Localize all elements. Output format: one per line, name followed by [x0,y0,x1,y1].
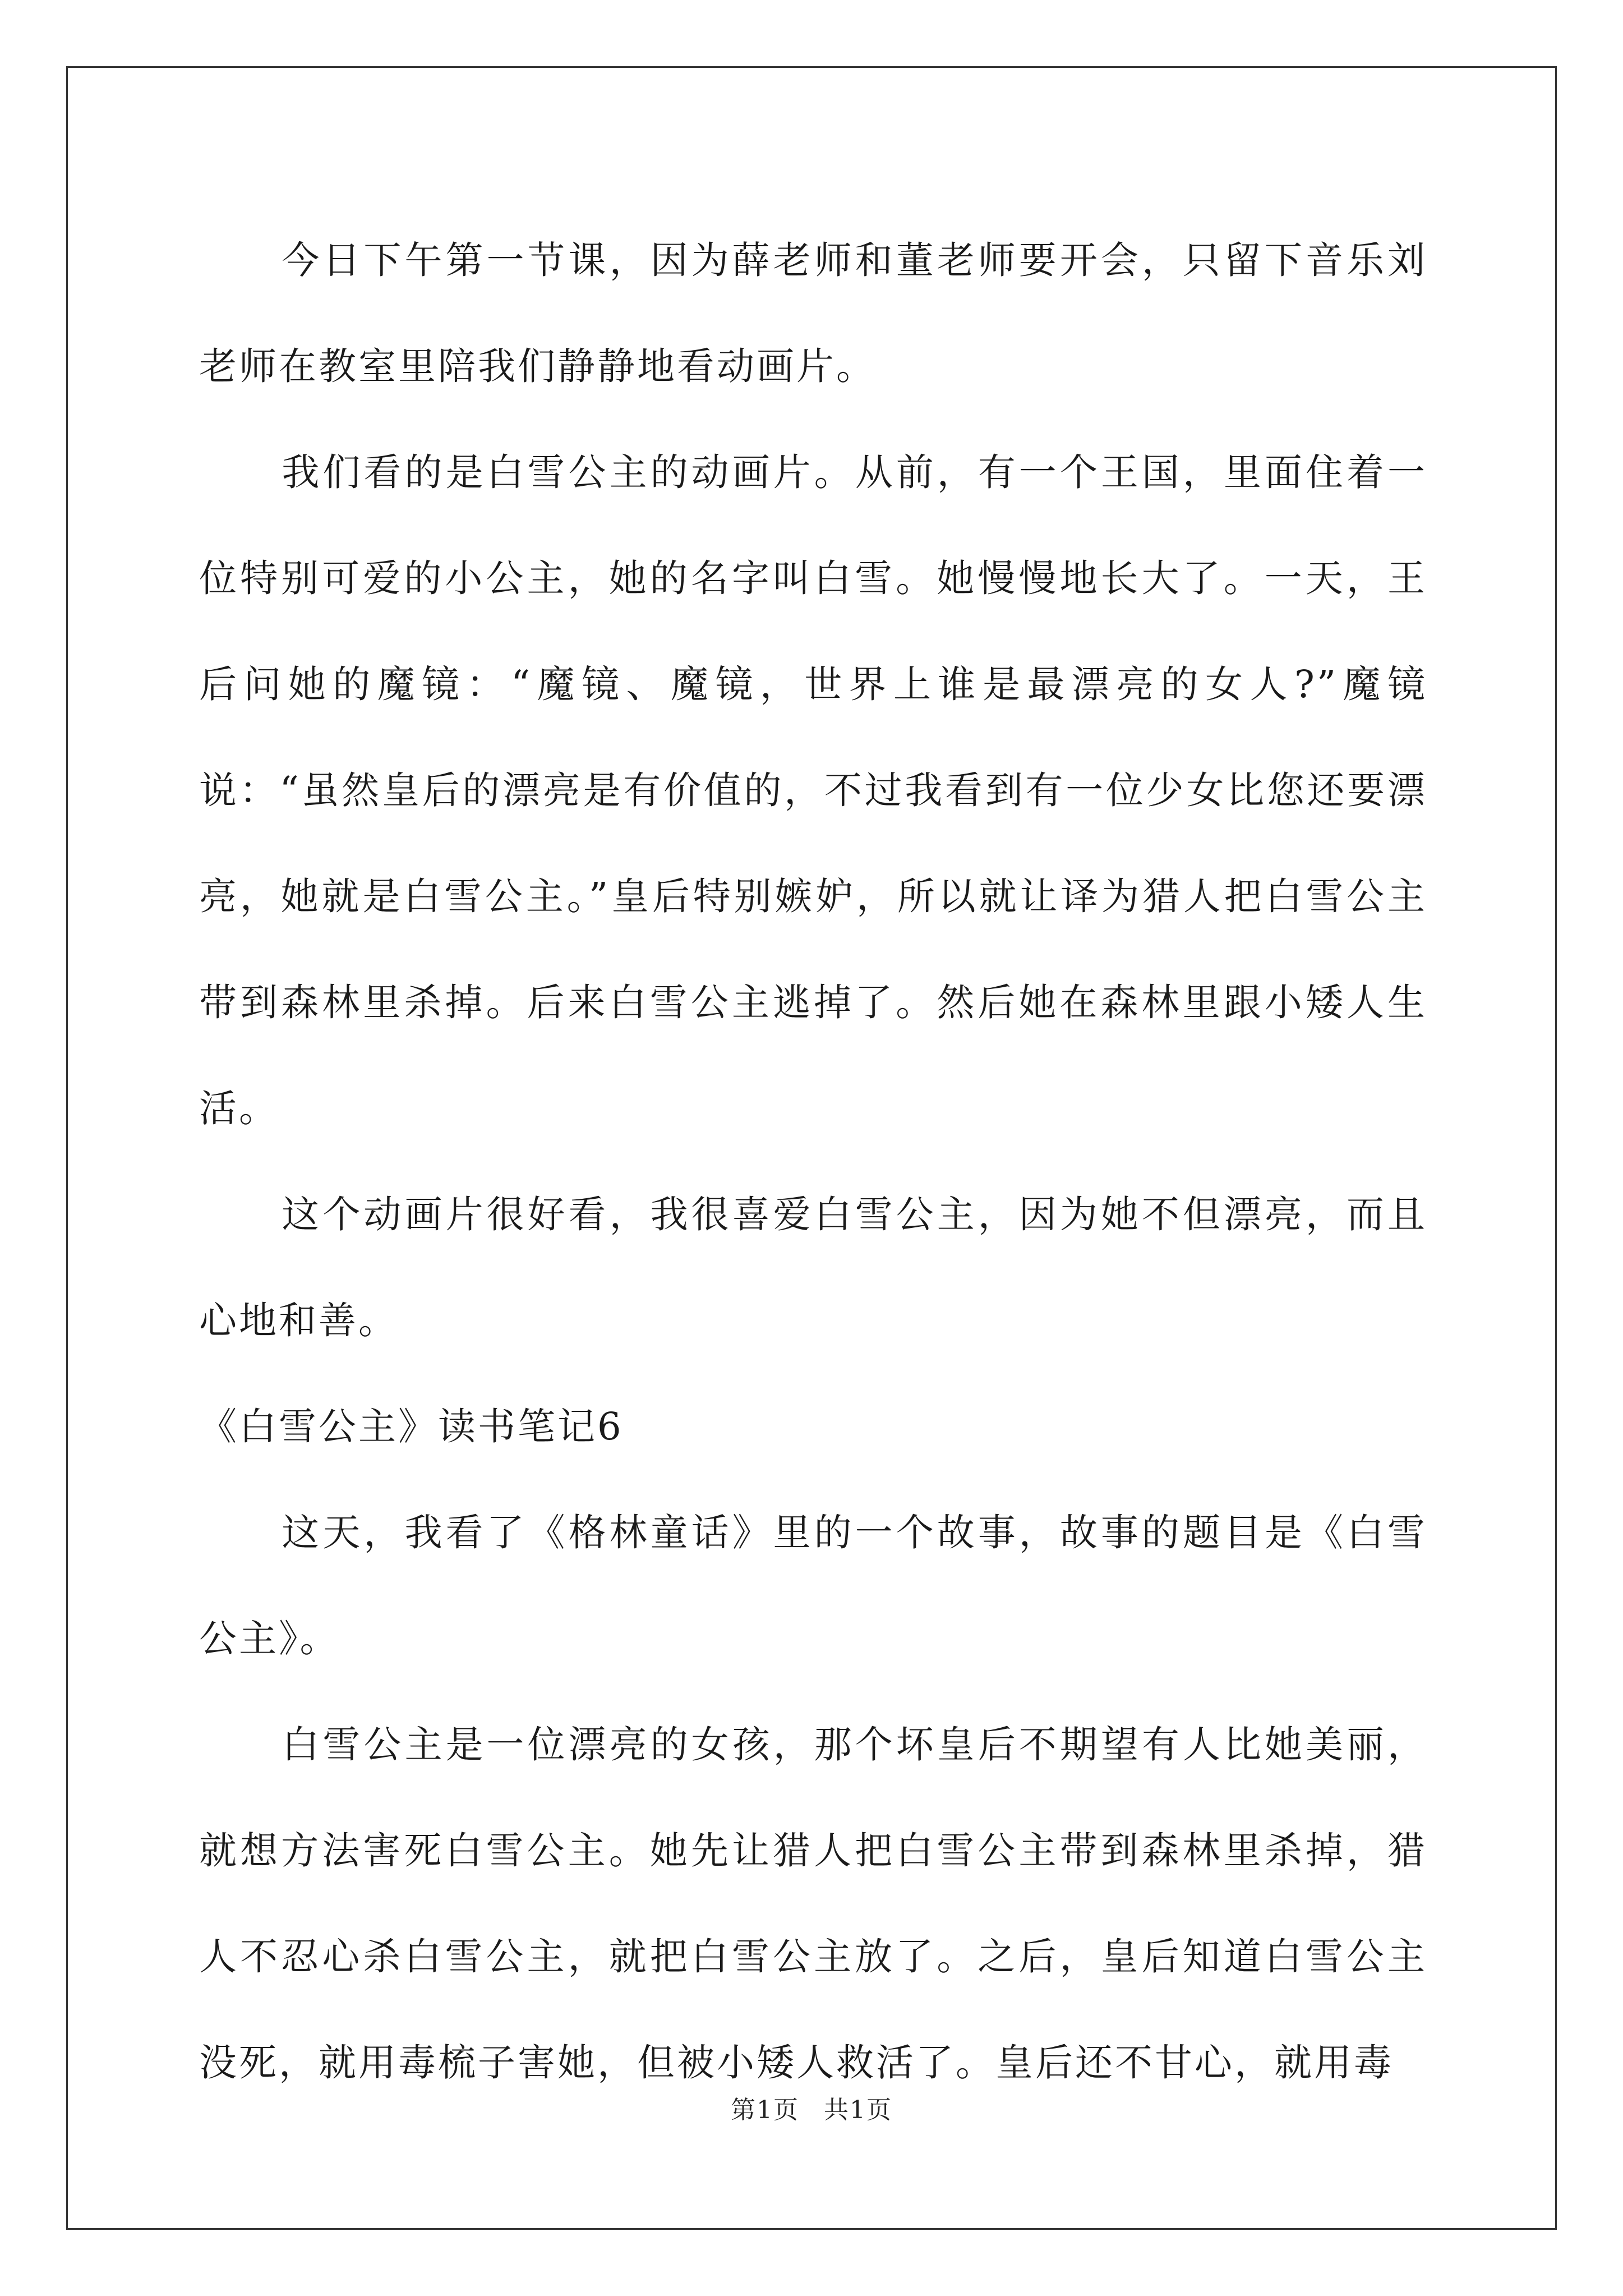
page-number-current: 第1页 [731,2096,799,2124]
paragraph-book-intro: 这天，我看了《格林童话》里的一个故事，故事的题目是《白雪公主》。 [199,1511,1427,1660]
paragraph-opinion: 这个动画片很好看，我很喜爱白雪公主，因为她不但漂亮，而且心地和善。 [199,1193,1427,1342]
paragraph-class-movie: 今日下午第一节课，因为薛老师和董老师要开会，只留下音乐刘老师在教室里陪我们静静地看动画片。 [199,238,1427,388]
section-heading: 《白雪公主》读书笔记6 [199,1405,624,1448]
paragraph-story-summary: 我们看的是白雪公主的动画片。从前，有一个王国，里面住着一位特别可爱的小公主，她的名字叫白雪。她慢慢地长大了。一天，王后问她的魔镜：“魔镜、魔镜，世界上谁是最漂亮的女人?”魔镜说：“虽然皇后的漂亮是有价值的，不过我看到有一位少女比您还要漂亮，她就是白雪公主。”皇后特别嫉妒，所以就让译为猎人把白雪公主带到森林里杀掉。后来白雪公主逃掉了。然后她在森林里跟小矮人生活。 [199,450,1427,1130]
document-body [199,208,1427,2116]
paragraph-book-story: 白雪公主是一位漂亮的女孩，那个坏皇后不期望有人比她美丽，就想方法害死白雪公主。她先让猎人把白雪公主带到森林里杀掉，猎人不忍心杀白雪公主，就把白雪公主放了。之后，皇后知道白雪公主没死，就用毒梳子害她，但被小矮人救活了。皇后还不甘心，就用毒 [199,1723,1427,2085]
page-number-total: 共1页 [824,2096,892,2124]
page-footer [0,2090,1623,2125]
